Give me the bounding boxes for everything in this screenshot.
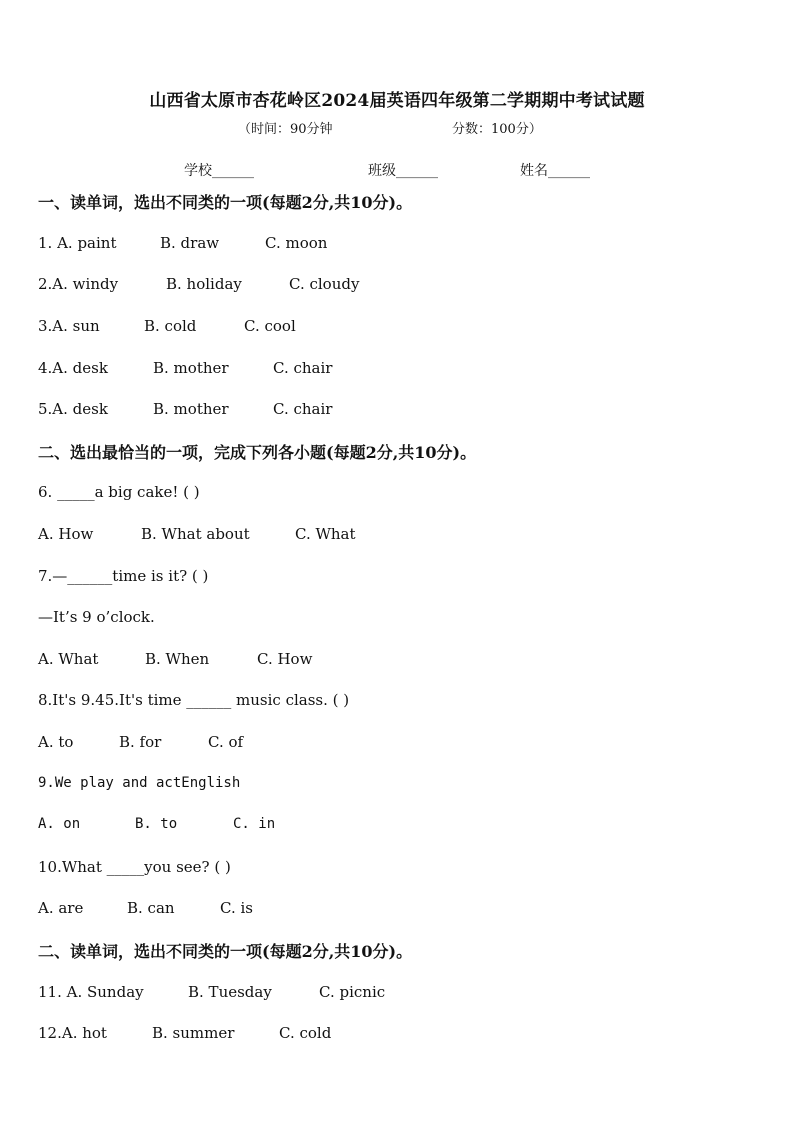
section-heading-2: 二、选出最恰当的一项，完成下列各小题(每题2分,共10分)。	[38, 443, 477, 462]
q7-option-a: A. What	[38, 650, 99, 668]
q9-option-c: C. in	[233, 816, 276, 832]
q8-option-b: B. for	[119, 733, 162, 751]
q11-option-b: B. Tuesday	[188, 983, 272, 1001]
q5-option-b: B. mother	[153, 400, 229, 418]
question-5	[38, 400, 332, 418]
q2-option-c: C. cloudy	[289, 275, 360, 293]
q3-option-b: B. cold	[144, 317, 197, 335]
q10-option-c: C. is	[220, 899, 253, 917]
q11-option-c: C. picnic	[319, 983, 386, 1001]
exam-score: 分数：100分）	[452, 122, 542, 137]
q7-option-b: B. When	[145, 650, 210, 668]
question-8-options	[38, 733, 243, 751]
question-2	[38, 275, 359, 293]
q8-option-c: C. of	[208, 733, 244, 751]
question-6-stem: 6. _____a big cake! ( )	[38, 483, 200, 501]
q5-option-c: C. chair	[273, 400, 333, 418]
q12-option-b: B. summer	[152, 1024, 235, 1042]
q4-option-b: B. mother	[153, 359, 229, 377]
q6-option-a: A. How	[38, 525, 94, 543]
q10-option-a: A. are	[38, 899, 84, 917]
question-7-stem: 7.—______time is it? ( )	[38, 567, 209, 585]
page-title: 山西省太原市杏花岭区2024届英语四年级第二学期期中考试试题	[149, 91, 645, 111]
q3-option-a: 3.A. sun	[38, 317, 100, 335]
question-10-options	[38, 899, 253, 917]
exam-time: （时间：90分钟	[238, 122, 333, 137]
q10-option-b: B. can	[127, 899, 175, 917]
question-10-stem: 10.What _____you see? ( )	[38, 858, 231, 876]
q5-option-a: 5.A. desk	[38, 400, 108, 418]
q2-option-b: B. holiday	[166, 275, 242, 293]
q4-option-a: 4.A. desk	[38, 359, 108, 377]
q3-option-c: C. cool	[244, 317, 296, 335]
q2-option-a: 2.A. windy	[38, 275, 119, 293]
q6-option-c: C. What	[295, 525, 356, 543]
question-8-stem: 8.It's 9.45.It's time ______ music class. ( )	[38, 691, 350, 709]
question-7-options	[38, 650, 312, 668]
q7-option-c: C. How	[257, 650, 313, 668]
q1-option-c: C. moon	[265, 234, 328, 252]
q1-option-a: 1. A. paint	[38, 234, 117, 252]
question-12	[38, 1024, 331, 1042]
q12-option-a: 12.A. hot	[38, 1024, 107, 1042]
question-9-stem: 9.We play and actEnglish	[38, 775, 241, 791]
q12-option-c: C. cold	[279, 1024, 332, 1042]
q1-option-b: B. draw	[160, 234, 220, 252]
section-heading-3: 二、读单词，选出不同类的一项(每题2分,共10分)。	[38, 942, 413, 961]
question-9-options	[38, 816, 275, 832]
question-7-answer: —It’s 9 o’clock.	[38, 608, 155, 626]
question-6-options	[38, 525, 356, 543]
section-heading-1: 一、读单词，选出不同类的一项(每题2分,共10分)。	[38, 193, 413, 212]
q4-option-c: C. chair	[273, 359, 333, 377]
q11-option-a: 11. A. Sunday	[38, 983, 144, 1001]
question-4	[38, 359, 332, 377]
name-field: 姓名______	[520, 163, 590, 179]
question-3	[38, 317, 296, 335]
q9-option-b: B. to	[135, 816, 178, 832]
school-field: 学校______	[184, 163, 254, 179]
question-1	[38, 234, 327, 252]
question-11	[38, 983, 385, 1001]
q6-option-b: B. What about	[141, 525, 250, 543]
q9-option-a: A. on	[38, 816, 81, 832]
q8-option-a: A. to	[38, 733, 74, 751]
class-field: 班级______	[368, 163, 438, 179]
